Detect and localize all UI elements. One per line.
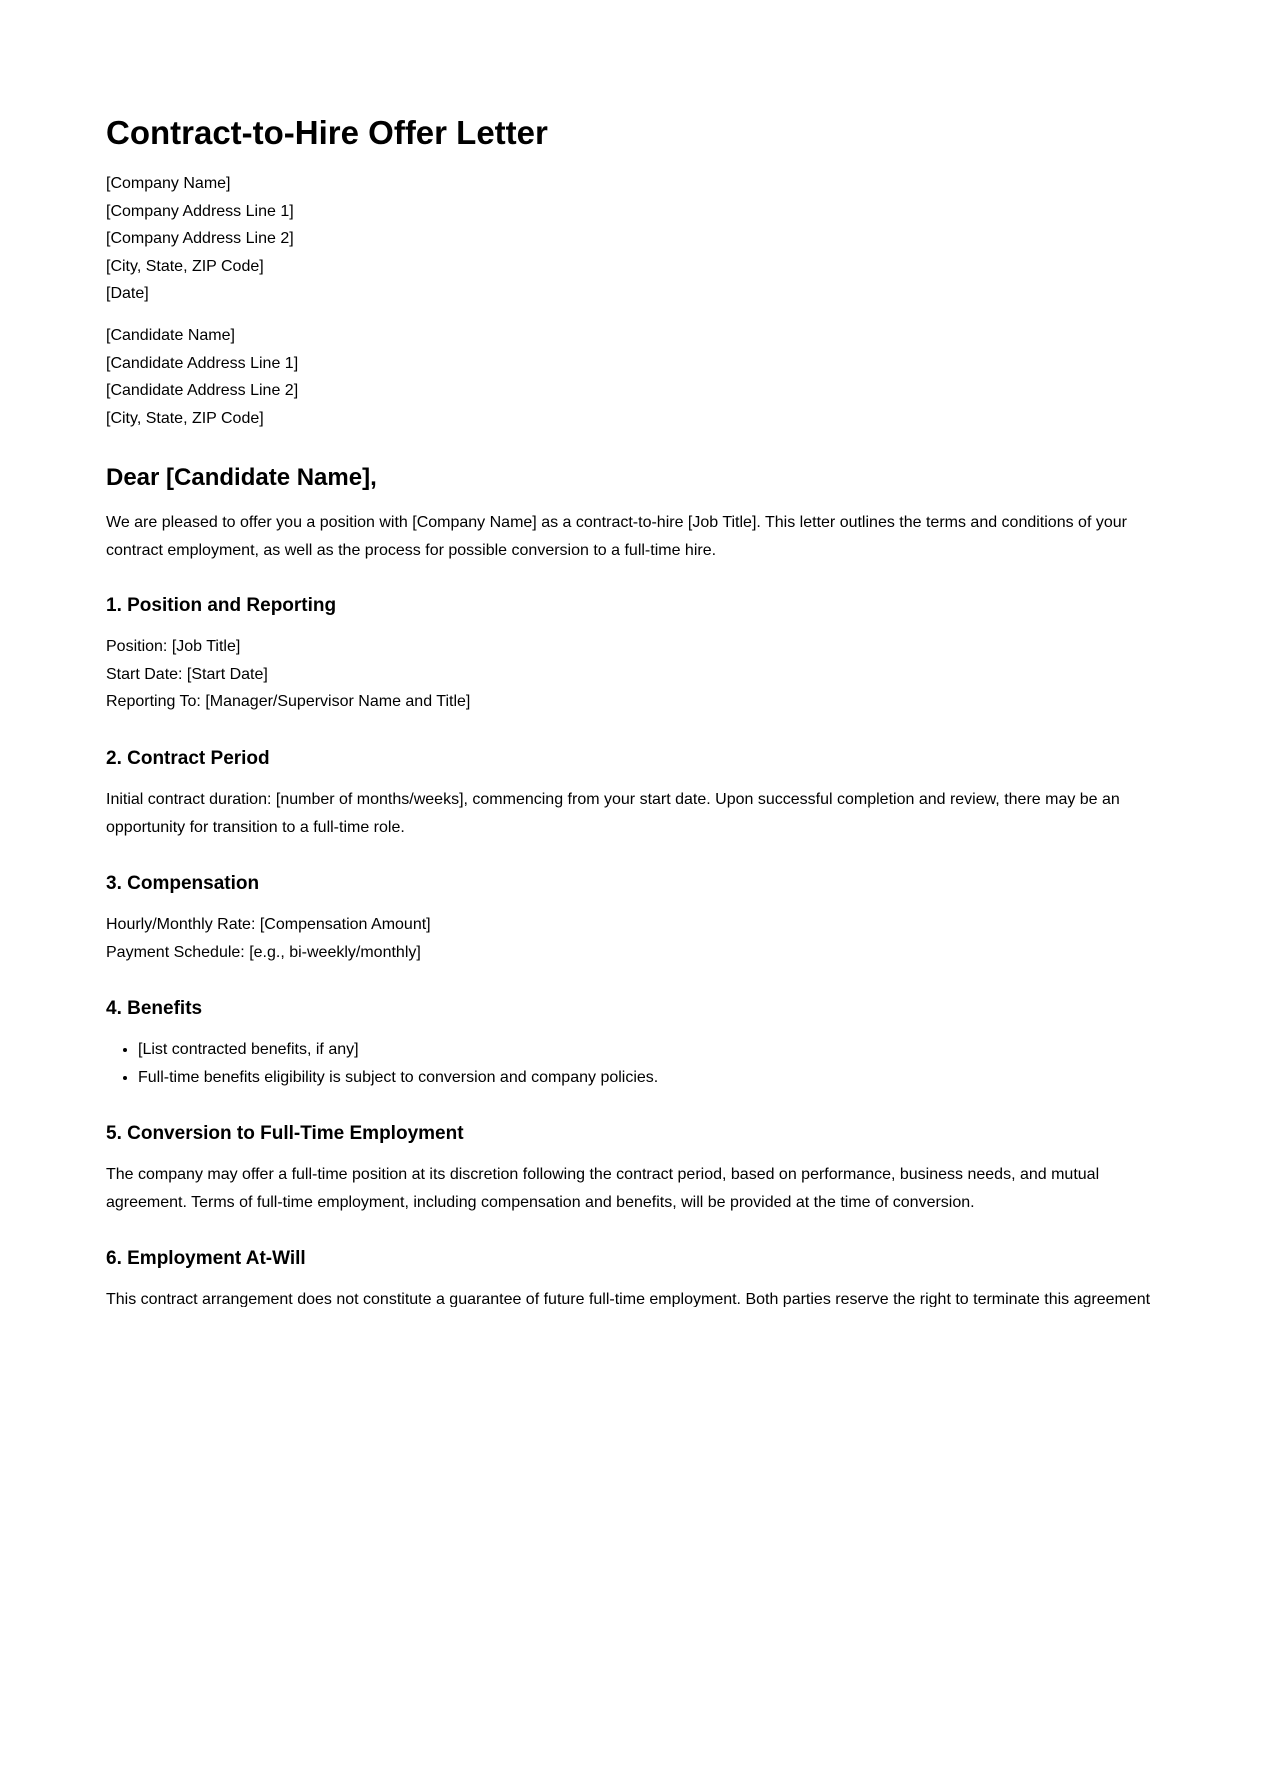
conversion-paragraph: The company may offer a full-time position at its discretion following the contract period, based on performance, business needs, and mutual agreement. Terms of full-time employment, including compensation and benefits, will be provided at the time of conversion. bbox=[106, 1166, 1100, 1211]
salutation: Dear [Candidate Name], bbox=[106, 464, 377, 491]
section-position-details bbox=[106, 633, 470, 716]
recipient-address-line-2: [Candidate Address Line 2] bbox=[106, 382, 299, 399]
start-date-line: Start Date: [Start Date] bbox=[106, 665, 268, 683]
sender-address-line-1: [Company Address Line 1] bbox=[106, 202, 294, 220]
section-compensation-details bbox=[106, 911, 431, 966]
rate-line: Hourly/Monthly Rate: [Compensation Amount] bbox=[106, 916, 431, 933]
benefit-item: • Full-time benefits eligibility is subject to conversion and company policies. bbox=[138, 1064, 658, 1092]
at-will-paragraph: This contract arrangement does not constitute a guarantee of future full-time employment. Both parties reserve the right to terminate this agreement bbox=[106, 1291, 1151, 1307]
recipient-name: [Candidate Name] bbox=[106, 327, 235, 344]
document-page bbox=[106, 0, 1166, 1307]
sender-address-block bbox=[106, 170, 294, 308]
payment-schedule-line: Payment Schedule: [e.g., bi-weekly/monthly] bbox=[106, 943, 421, 961]
position-line: Position: [Job Title] bbox=[106, 638, 241, 655]
reporting-to-line: Reporting To: [Manager/Supervisor Name and Title] bbox=[106, 693, 471, 710]
contract-period-paragraph: Initial contract duration: [number of months/weeks], commencing from your start date. Upon successful completion and review, there may be an opportunity for transition to a full-time role. bbox=[106, 791, 1120, 836]
sender-company-name: [Company Name] bbox=[106, 175, 231, 192]
letter-date: [Date] bbox=[106, 285, 149, 302]
document-title: Contract-to-Hire Offer Letter bbox=[106, 114, 548, 151]
section-heading-benefits: 4. Benefits bbox=[106, 998, 203, 1019]
benefit-item: • [List contracted benefits, if any] bbox=[138, 1036, 658, 1064]
sender-address-line-2: [Company Address Line 2] bbox=[106, 230, 294, 247]
section-heading-conversion: 5. Conversion to Full-Time Employment bbox=[106, 1123, 464, 1144]
benefits-list bbox=[106, 1036, 658, 1092]
recipient-city-state-zip: [City, State, ZIP Code] bbox=[106, 409, 264, 427]
section-heading-contract-period: 2. Contract Period bbox=[106, 748, 270, 769]
intro-paragraph: We are pleased to offer you a position with [Company Name] as a contract-to-hire [Job Title]. This letter outlines the terms and conditions of your contract employment, as well as the process for possible conversion to a full-time hire. bbox=[106, 514, 1127, 559]
section-heading-at-will: 6. Employment At-Will bbox=[106, 1248, 306, 1269]
sender-city-state-zip: [City, State, ZIP Code] bbox=[106, 257, 264, 275]
section-heading-position: 1. Position and Reporting bbox=[106, 595, 337, 616]
recipient-address-block bbox=[106, 322, 298, 432]
section-heading-compensation: 3. Compensation bbox=[106, 873, 260, 894]
recipient-address-line-1: [Candidate Address Line 1] bbox=[106, 354, 299, 372]
